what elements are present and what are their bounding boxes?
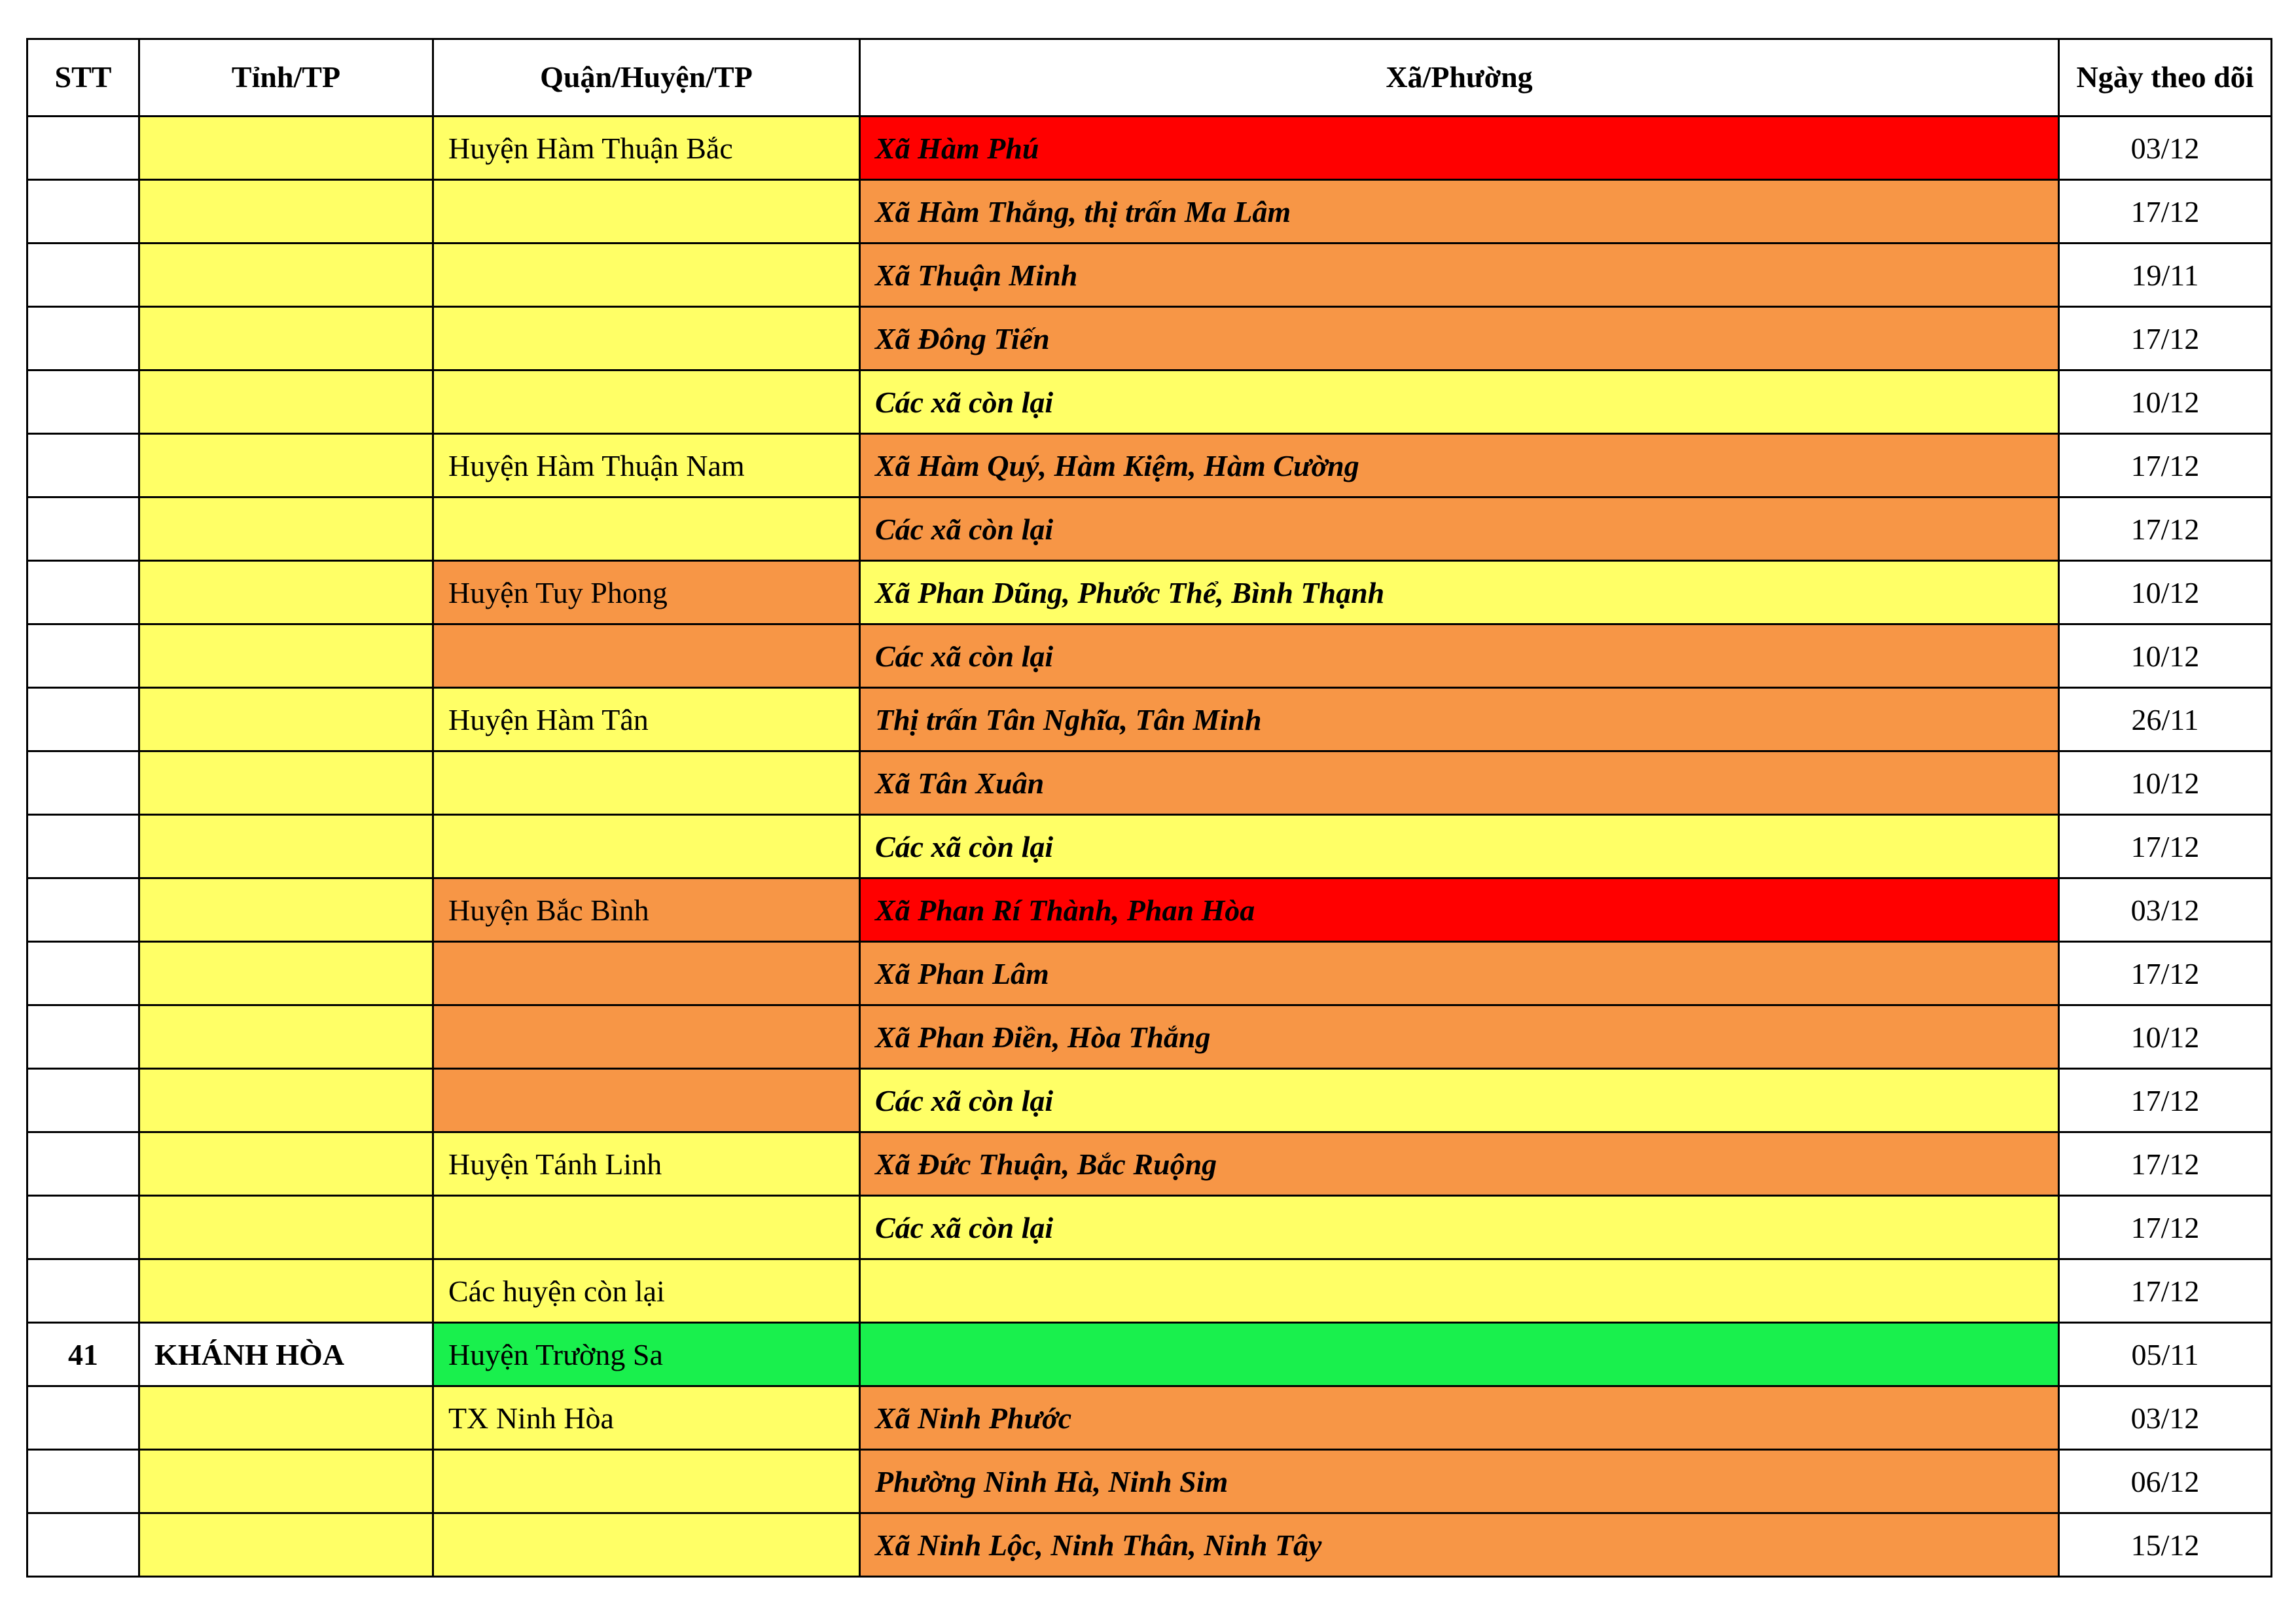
cell-district: Huyện Hàm Thuận Nam	[433, 434, 860, 497]
table-row	[27, 1450, 2272, 1513]
cell-province	[139, 497, 433, 561]
cell-stt	[27, 1386, 139, 1450]
cell-stt	[27, 561, 139, 624]
cell-date: 17/12	[2059, 497, 2272, 561]
table-row	[27, 307, 2272, 370]
table-row	[27, 751, 2272, 815]
cell-district	[433, 1450, 860, 1513]
cell-province	[139, 180, 433, 244]
cell-stt	[27, 497, 139, 561]
table-row	[27, 434, 2272, 497]
table-row	[27, 117, 2272, 180]
cell-ward: Xã Hàm Quý, Hàm Kiệm, Hàm Cường	[860, 434, 2059, 497]
table-row	[27, 1323, 2272, 1386]
cell-date: 10/12	[2059, 1005, 2272, 1069]
cell-ward: Xã Phan Điền, Hòa Thắng	[860, 1005, 2059, 1069]
cell-district	[433, 1196, 860, 1259]
cell-stt	[27, 1259, 139, 1323]
cell-ward: Xã Tân Xuân	[860, 751, 2059, 815]
cell-province	[139, 624, 433, 688]
cell-date: 17/12	[2059, 1132, 2272, 1196]
cell-ward	[860, 1259, 2059, 1323]
header-province: Tỉnh/TP	[139, 39, 433, 117]
cell-district: Các huyện còn lại	[433, 1259, 860, 1323]
cell-district	[433, 1513, 860, 1577]
cell-stt	[27, 1069, 139, 1132]
header-date: Ngày theo dõi	[2059, 39, 2272, 117]
cell-stt	[27, 751, 139, 815]
cell-ward: Các xã còn lại	[860, 624, 2059, 688]
cell-district	[433, 751, 860, 815]
cell-date: 10/12	[2059, 561, 2272, 624]
cell-district: Huyện Bắc Bình	[433, 878, 860, 942]
cell-district	[433, 1069, 860, 1132]
cell-stt	[27, 1196, 139, 1259]
cell-date: 03/12	[2059, 878, 2272, 942]
cell-date: 03/12	[2059, 1386, 2272, 1450]
cell-stt	[27, 942, 139, 1005]
header-stt: STT	[27, 39, 139, 117]
cell-stt	[27, 688, 139, 751]
cell-stt	[27, 1005, 139, 1069]
cell-stt	[27, 434, 139, 497]
cell-province	[139, 1450, 433, 1513]
cell-stt	[27, 180, 139, 244]
cell-ward: Phường Ninh Hà, Ninh Sim	[860, 1450, 2059, 1513]
cell-province	[139, 751, 433, 815]
cell-district	[433, 497, 860, 561]
cell-date: 17/12	[2059, 1259, 2272, 1323]
cell-ward: Các xã còn lại	[860, 1069, 2059, 1132]
cell-province	[139, 561, 433, 624]
cell-province: KHÁNH HÒA	[139, 1323, 433, 1386]
table-row	[27, 370, 2272, 434]
cell-ward: Thị trấn Tân Nghĩa, Tân Minh	[860, 688, 2059, 751]
header-district: Quận/Huyện/TP	[433, 39, 860, 117]
cell-date: 10/12	[2059, 370, 2272, 434]
cell-province	[139, 1069, 433, 1132]
cell-district: Huyện Tuy Phong	[433, 561, 860, 624]
cell-province	[139, 434, 433, 497]
cell-province	[139, 1196, 433, 1259]
table-row	[27, 180, 2272, 244]
cell-district: TX Ninh Hòa	[433, 1386, 860, 1450]
cell-ward: Xã Ninh Lộc, Ninh Thân, Ninh Tây	[860, 1513, 2059, 1577]
cell-district: Huyện Tánh Linh	[433, 1132, 860, 1196]
covid-level-table	[26, 38, 2272, 1578]
table-body	[27, 117, 2272, 1577]
cell-ward: Xã Phan Dũng, Phước Thể, Bình Thạnh	[860, 561, 2059, 624]
cell-province	[139, 815, 433, 878]
cell-province	[139, 1259, 433, 1323]
cell-district	[433, 370, 860, 434]
table-row	[27, 561, 2272, 624]
cell-province	[139, 1513, 433, 1577]
table-row	[27, 1196, 2272, 1259]
table-row	[27, 1069, 2272, 1132]
cell-stt	[27, 1450, 139, 1513]
cell-stt	[27, 624, 139, 688]
cell-ward: Các xã còn lại	[860, 815, 2059, 878]
cell-ward: Xã Hàm Thắng, thị trấn Ma Lâm	[860, 180, 2059, 244]
cell-date: 03/12	[2059, 117, 2272, 180]
cell-stt	[27, 878, 139, 942]
cell-date: 17/12	[2059, 180, 2272, 244]
cell-province	[139, 1005, 433, 1069]
cell-date: 05/11	[2059, 1323, 2272, 1386]
cell-date: 17/12	[2059, 307, 2272, 370]
cell-ward: Các xã còn lại	[860, 1196, 2059, 1259]
cell-ward: Xã Thuận Minh	[860, 244, 2059, 307]
cell-province	[139, 244, 433, 307]
cell-date: 06/12	[2059, 1450, 2272, 1513]
table-row	[27, 878, 2272, 942]
table-row	[27, 497, 2272, 561]
cell-date: 17/12	[2059, 1196, 2272, 1259]
table-row	[27, 942, 2272, 1005]
cell-district: Huyện Hàm Tân	[433, 688, 860, 751]
table-row	[27, 1386, 2272, 1450]
cell-date: 17/12	[2059, 1069, 2272, 1132]
cell-stt	[27, 117, 139, 180]
table-row	[27, 1132, 2272, 1196]
cell-district: Huyện Trường Sa	[433, 1323, 860, 1386]
cell-date: 17/12	[2059, 434, 2272, 497]
cell-province	[139, 942, 433, 1005]
table-row	[27, 244, 2272, 307]
header-row	[27, 39, 2272, 117]
cell-ward	[860, 1323, 2059, 1386]
cell-ward: Xã Phan Lâm	[860, 942, 2059, 1005]
cell-district	[433, 1005, 860, 1069]
table-row	[27, 1005, 2272, 1069]
cell-ward: Xã Phan Rí Thành, Phan Hòa	[860, 878, 2059, 942]
cell-district	[433, 624, 860, 688]
cell-province	[139, 117, 433, 180]
table-row	[27, 1259, 2272, 1323]
header-ward: Xã/Phường	[860, 39, 2059, 117]
cell-date: 19/11	[2059, 244, 2272, 307]
cell-date: 26/11	[2059, 688, 2272, 751]
cell-district	[433, 815, 860, 878]
cell-stt: 41	[27, 1323, 139, 1386]
cell-district: Huyện Hàm Thuận Bắc	[433, 117, 860, 180]
cell-ward: Xã Đông Tiến	[860, 307, 2059, 370]
cell-ward: Các xã còn lại	[860, 497, 2059, 561]
cell-date: 10/12	[2059, 624, 2272, 688]
cell-province	[139, 688, 433, 751]
cell-stt	[27, 815, 139, 878]
cell-ward: Xã Hàm Phú	[860, 117, 2059, 180]
table-row	[27, 688, 2272, 751]
cell-district	[433, 244, 860, 307]
cell-province	[139, 878, 433, 942]
cell-stt	[27, 1513, 139, 1577]
table-row	[27, 624, 2272, 688]
cell-district	[433, 942, 860, 1005]
cell-stt	[27, 244, 139, 307]
cell-district	[433, 307, 860, 370]
cell-stt	[27, 370, 139, 434]
cell-province	[139, 370, 433, 434]
table-row	[27, 815, 2272, 878]
cell-province	[139, 1386, 433, 1450]
cell-ward: Xã Đức Thuận, Bắc Ruộng	[860, 1132, 2059, 1196]
cell-ward: Các xã còn lại	[860, 370, 2059, 434]
cell-date: 15/12	[2059, 1513, 2272, 1577]
table-row	[27, 1513, 2272, 1577]
cell-province	[139, 307, 433, 370]
cell-ward: Xã Ninh Phước	[860, 1386, 2059, 1450]
cell-province	[139, 1132, 433, 1196]
cell-stt	[27, 307, 139, 370]
cell-date: 17/12	[2059, 942, 2272, 1005]
cell-stt	[27, 1132, 139, 1196]
cell-date: 10/12	[2059, 751, 2272, 815]
cell-date: 17/12	[2059, 815, 2272, 878]
cell-district	[433, 180, 860, 244]
